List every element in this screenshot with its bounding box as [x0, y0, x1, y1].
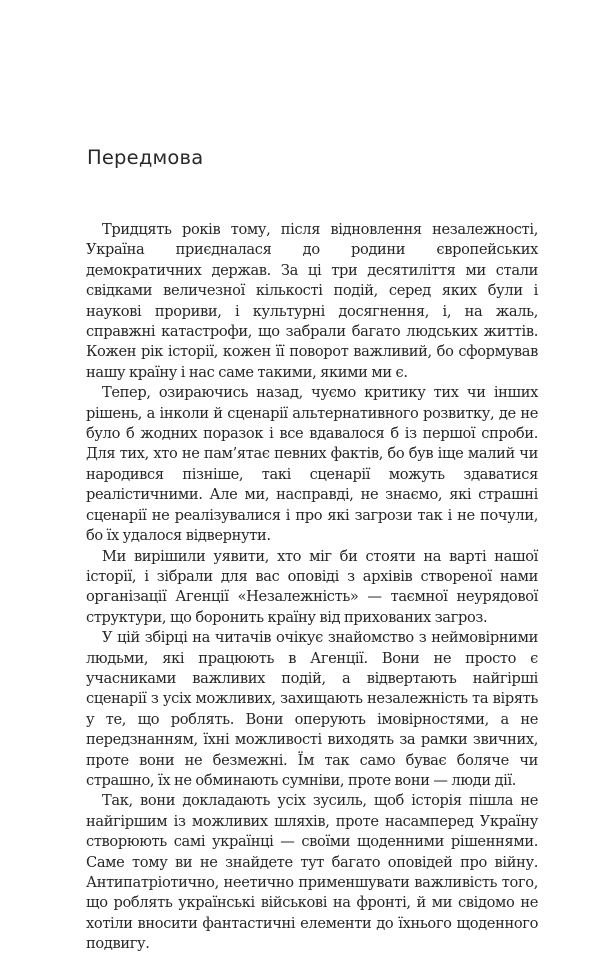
- paragraph-2: Тепер, озираючись назад, чуємо критику тих чи інших рішень, а інколи й сценарії альтернативного розвитку, де не було б жодних поразок і все вдавалося б із першої спроби. Для тих, хто не пам’ятає певних фактів, бо був іще малий чи народився пізніше, такі сценарії можуть здаватися реалістичними. Але ми, насправді, не знаємо, які страшні сценарії не реалізувалися і про які загрози так і не почули, бо їх удалося відвернути.: [86, 384, 538, 545]
- paragraph-3: Ми вирішили уявити, хто міг би стояти на варті нашої історії, і зібрали для вас оповіді з архівів створеної нами організації Агенції «Незалежність» — таємної неурядової структури, що боронить країну від прихованих загроз.: [86, 547, 538, 626]
- paragraph-4: У цій збірці на читачів очікує знайомство з неймовірними людьми, які працюють в Агенції. Вони не просто є учасниками важливих подій, а відвертають найгірші сценарії з усіх можливих, захищають незалежність та вірять у те, що роблять. Вони оперують імовірностями, а не передзнанням, їхні можливості виходять за рамки звичних, проте вони не безмежні. Їм так само буває боляче чи страшно, їх не обминають сумніви, проте вони — люди дії.: [86, 629, 538, 789]
- foreword-text: [86, 220, 538, 955]
- paragraph-1: Тридцять років тому, після відновлення незалежності, Україна приєдналася до родини європейських демократичних держав. За ці три десятиліття ми стали свідками величезної кількості подій, серед яких були і наукові прориви, і культурні досягнення, і, на жаль, справжні катастрофи, що забрали багато людських життів. Кожен рік історії, кожен її поворот важливий, бо сформував нашу країну і нас саме такими, якими ми є.: [86, 221, 538, 381]
- paragraph-5: Так, вони докладають усіх зусиль, щоб історія пішла не найгіршим із можливих шляхів, проте насамперед Україну створюють самі українці — своїми щоденними рішеннями. Саме тому ви не знайдете тут багато оповідей про війну. Антипатріотично, неетично применшувати важливість того, що роблять українські військові на фронті, й ми свідомо не хотіли вносити фантастичні елементи до їхнього щоденного подвигу.: [86, 792, 538, 953]
- chapter-title: Передмова: [87, 146, 204, 169]
